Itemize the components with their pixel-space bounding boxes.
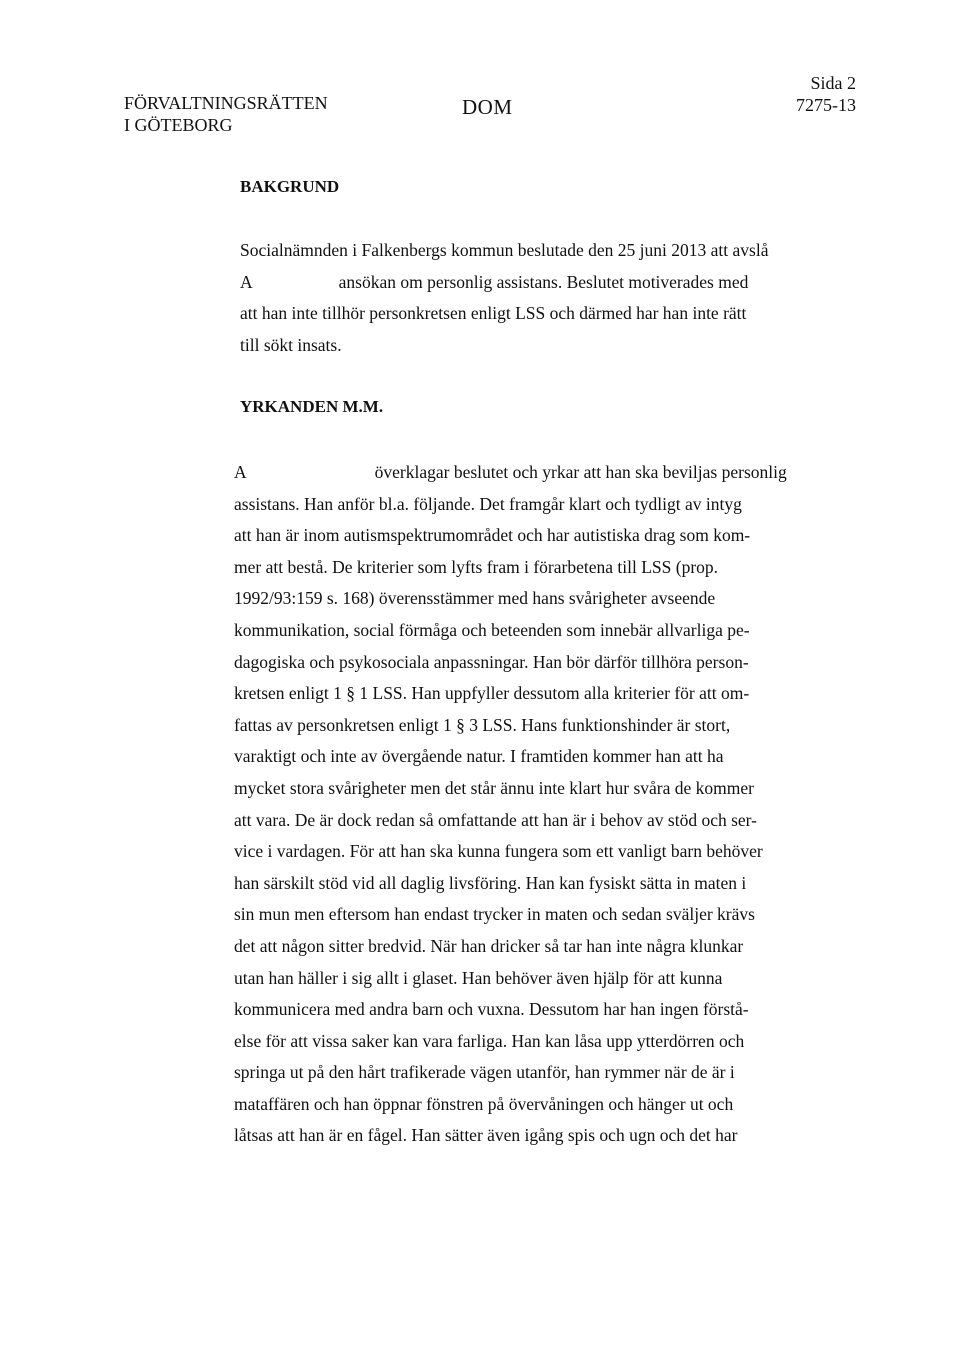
text-line: att vara. De är dock redan så omfattande att han är i behov av stöd och ser-: [234, 809, 757, 830]
section-heading-yrkanden: YRKANDEN M.M.: [240, 397, 384, 416]
court-name: [124, 92, 328, 136]
page-number: Sida 2: [810, 73, 856, 93]
text-line: att han inte tillhör personkretsen enligt LSS och därmed har han inte rätt: [240, 303, 747, 324]
text-line: mycket stora svårigheter men det står ännu inte klart hur svåra de kommer: [234, 777, 754, 798]
text-line: låtsas att han är en fågel. Han sätter även igång spis och ugn och det har: [234, 1125, 738, 1146]
text-line: dagogiska och psykosociala anpassningar. Han bör därför tillhöra person-: [234, 651, 749, 672]
text-line: han särskilt stöd vid all daglig livsföring. Han kan fysiskt sätta in maten i: [234, 872, 747, 893]
text-line: varaktigt och inte av övergående natur. I framtiden kommer han att ha: [234, 746, 724, 767]
section-heading-bakgrund: BAKGRUND: [240, 177, 340, 196]
text-line: fattas av personkretsen enligt 1 § 3 LSS. Hans funktionshinder är stort,: [234, 714, 731, 735]
text-line: mataffären och han öppnar fönstren på övervåningen och hänger ut och: [234, 1093, 734, 1114]
text-line: utan han häller i sig allt i glaset. Han behöver även hjälp för att kunna: [234, 967, 723, 988]
text-line: assistans. Han anför bl.a. följande. Det framgår klart och tydligt av intyg: [234, 493, 742, 514]
text-line: sin mun men eftersom han endast trycker in maten och sedan sväljer krävs: [234, 904, 755, 925]
text-line: kommunicera med andra barn och vuxna. Dessutom har han ingen förstå-: [234, 999, 749, 1020]
text-line: [234, 457, 787, 489]
text-line: Socialnämnden i Falkenbergs kommun beslutade den 25 juni 2013 att avslå: [240, 240, 769, 260]
page-info: [796, 72, 856, 116]
redacted-name-initial: A: [234, 462, 247, 482]
text-line-content: ansökan om personlig assistans. Beslutet motiverades med: [338, 271, 749, 292]
text-line: else för att vissa saker kan vara farliga. Han kan låsa upp ytterdörren och: [234, 1030, 745, 1051]
text-line: att han är inom autismspektrumområdet och har autistiska drag som kom-: [234, 525, 751, 546]
paragraph-yrkanden: [234, 457, 787, 1152]
text-line: mer att bestå. De kriterier som lyfts fram i förarbetena till LSS (prop.: [234, 556, 719, 577]
court-name-line1: FÖRVALTNINGSRÄTTEN: [124, 93, 328, 113]
text-line: [240, 267, 768, 299]
text-line: kretsen enligt 1 § 1 LSS. Han uppfyller dessutom alla kriterier för att om-: [234, 683, 750, 704]
court-name-line2: I GÖTEBORG: [124, 115, 233, 135]
text-line: 1992/93:159 s. 168) överensstämmer med hans svårigheter avseende: [234, 588, 716, 609]
paragraph-bakgrund: [240, 235, 768, 361]
text-line: springa ut på den hårt trafikerade vägen utanför, han rymmer när de är i: [234, 1062, 735, 1083]
case-number: 7275-13: [796, 95, 856, 115]
text-line: kommunikation, social förmåga och beteenden som innebär allvarliga pe-: [234, 619, 750, 640]
text-line: till sökt insats.: [240, 334, 342, 355]
redacted-name-initial: A: [240, 271, 253, 292]
text-line: det att någon sitter bredvid. När han dricker så tar han inte några klunkar: [234, 935, 744, 956]
text-line-content: överklagar beslutet och yrkar att han ska beviljas personlig: [374, 462, 787, 482]
text-line: vice i vardagen. För att han ska kunna fungera som ett vanligt barn behöver: [234, 841, 763, 862]
document-type: DOM: [462, 95, 513, 119]
